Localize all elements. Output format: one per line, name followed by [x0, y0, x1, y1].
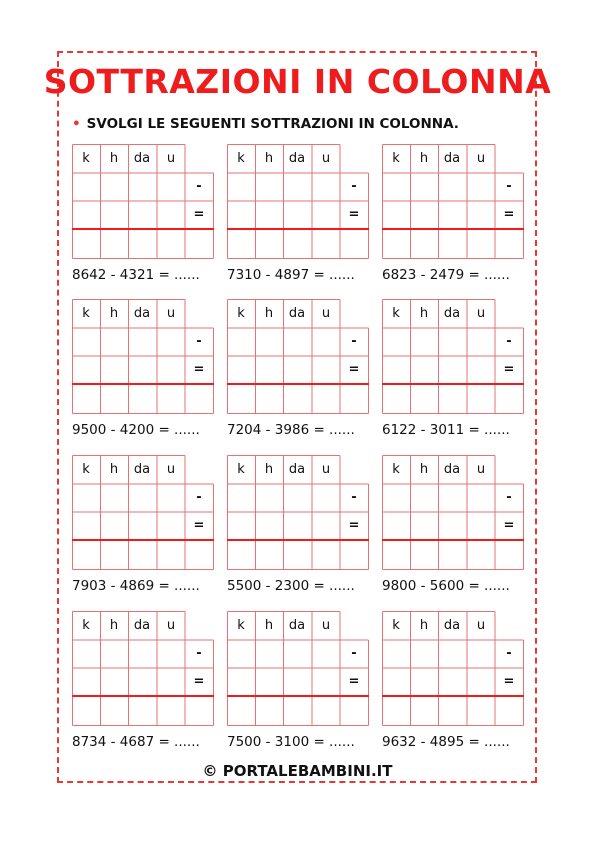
column-header: u — [476, 618, 486, 633]
operation-text: 7310 - 4897 = ...... — [227, 267, 355, 283]
equals-sign: = — [348, 674, 360, 689]
equals-sign: = — [193, 362, 205, 377]
equals-sign: = — [348, 362, 360, 377]
column-header: da — [133, 618, 151, 633]
operation-text: 5500 - 2300 = ...... — [227, 578, 355, 594]
column-header: da — [288, 618, 306, 633]
column-header: u — [321, 462, 331, 477]
operation-text: 6823 - 2479 = ...... — [382, 267, 510, 283]
operation-text: 6122 - 3011 = ...... — [382, 422, 510, 438]
column-header: u — [166, 151, 176, 166]
column-header: k — [82, 151, 90, 166]
column-header: k — [392, 306, 400, 321]
column-header: u — [476, 151, 486, 166]
subtraction-exercise — [227, 144, 369, 283]
minus-sign: - — [351, 179, 357, 194]
subtraction-exercise — [382, 299, 524, 438]
operation-text: 9632 - 4895 = ...... — [382, 734, 510, 750]
subtraction-exercise — [227, 455, 369, 594]
operation-text: 9500 - 4200 = ...... — [72, 422, 200, 438]
subtraction-exercise — [227, 299, 369, 438]
column-header: u — [476, 462, 486, 477]
minus-sign: - — [506, 334, 512, 349]
minus-sign: - — [196, 490, 202, 505]
subtraction-exercise — [72, 455, 214, 594]
column-header: da — [288, 151, 306, 166]
minus-sign: - — [196, 646, 202, 661]
column-header: k — [237, 618, 245, 633]
column-header: u — [166, 618, 176, 633]
column-header: h — [264, 306, 274, 321]
equals-sign: = — [193, 207, 205, 222]
subtraction-exercise — [382, 455, 524, 594]
subtraction-exercise — [227, 611, 369, 750]
operation-text: 8642 - 4321 = ...... — [72, 267, 200, 283]
column-header: k — [237, 151, 245, 166]
column-header: da — [443, 462, 461, 477]
bullet-icon: • — [72, 116, 81, 132]
minus-sign: - — [351, 646, 357, 661]
equals-sign: = — [503, 518, 515, 533]
column-header: da — [443, 618, 461, 633]
column-header: h — [419, 151, 429, 166]
column-header: u — [321, 151, 331, 166]
operation-text: 7903 - 4869 = ...... — [72, 578, 200, 594]
equals-sign: = — [503, 207, 515, 222]
operation-text: 9800 - 5600 = ...... — [382, 578, 510, 594]
minus-sign: - — [506, 646, 512, 661]
column-header: k — [82, 462, 90, 477]
column-header: h — [264, 151, 274, 166]
equals-sign: = — [503, 674, 515, 689]
instruction — [72, 116, 459, 132]
instruction-text: SVOLGI LE SEGUENTI SOTTRAZIONI IN COLONNA. — [86, 116, 459, 132]
column-header: da — [288, 462, 306, 477]
column-header: k — [392, 151, 400, 166]
minus-sign: - — [351, 334, 357, 349]
footer-copyright: © PORTALEBAMBINI.IT — [202, 762, 393, 780]
column-header: k — [82, 618, 90, 633]
column-header: h — [109, 462, 119, 477]
column-header: k — [392, 618, 400, 633]
column-header: u — [166, 462, 176, 477]
column-header: u — [321, 618, 331, 633]
column-header: u — [166, 306, 176, 321]
equals-sign: = — [348, 207, 360, 222]
column-header: da — [133, 306, 151, 321]
column-header: k — [237, 306, 245, 321]
equals-sign: = — [193, 518, 205, 533]
operation-text: 8734 - 4687 = ...... — [72, 734, 200, 750]
subtraction-exercise — [382, 144, 524, 283]
subtraction-exercise — [72, 299, 214, 438]
column-header: h — [109, 151, 119, 166]
column-header: h — [419, 462, 429, 477]
operation-text: 7500 - 3100 = ...... — [227, 734, 355, 750]
column-header: da — [443, 151, 461, 166]
minus-sign: - — [506, 490, 512, 505]
column-header: h — [109, 618, 119, 633]
minus-sign: - — [506, 179, 512, 194]
subtraction-exercise — [382, 611, 524, 750]
column-header: h — [419, 306, 429, 321]
column-header: da — [133, 151, 151, 166]
subtraction-exercise — [72, 611, 214, 750]
column-header: da — [133, 462, 151, 477]
equals-sign: = — [348, 518, 360, 533]
column-header: h — [109, 306, 119, 321]
minus-sign: - — [196, 334, 202, 349]
page-title: SOTTRAZIONI IN COLONNA — [43, 62, 552, 101]
column-header: u — [476, 306, 486, 321]
operation-text: 7204 - 3986 = ...... — [227, 422, 355, 438]
minus-sign: - — [351, 490, 357, 505]
column-header: h — [264, 462, 274, 477]
column-header: da — [288, 306, 306, 321]
column-header: k — [392, 462, 400, 477]
equals-sign: = — [193, 674, 205, 689]
column-header: da — [443, 306, 461, 321]
column-header: k — [237, 462, 245, 477]
column-header: k — [82, 306, 90, 321]
column-header: h — [264, 618, 274, 633]
equals-sign: = — [503, 362, 515, 377]
column-header: h — [419, 618, 429, 633]
subtraction-exercise — [72, 144, 214, 283]
column-header: u — [321, 306, 331, 321]
minus-sign: - — [196, 179, 202, 194]
